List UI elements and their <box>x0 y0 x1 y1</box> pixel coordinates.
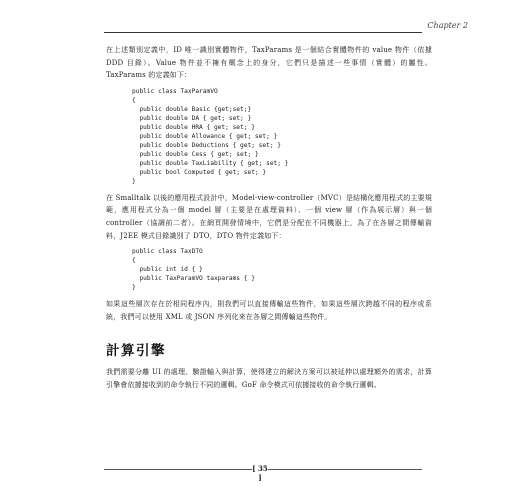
page-number-value: 35 <box>258 464 268 473</box>
paragraph-computation-engine: 我們需要分離 UI 的處理、驗證輸入與計算，使得建立的解決方案可以被延伸以處理額外的需求，計算引擎會依據接收到的命令執行不同的邏輯。GoF 命令模式可依據接收的命令執行邏輯。 <box>106 368 432 389</box>
chapter-label: Chapter 2 <box>427 21 468 30</box>
paragraph-class-definition: 在上述類別定義中，ID 唯一識別實體物件，TaxParams 是一個結合實體物件的 value 物件（依據 DDD 目錄）。Value 物件並不擁有概念上的身分，它們只是描述一些事情（實體）的屬性。TaxParams 的定義如下： <box>106 46 432 80</box>
code-block-taxdto: public class TaxDTO { public int id { } public TaxParamVO taxparams { } } <box>132 248 255 292</box>
paragraph-serialization: 如果這些層次存在於相同程序內，則我們可以直接傳輸這些物件，如果這些層次跨越不同的程序或系統，我們可以使用 XML 或 JSON 序列化來在各層之間傳輸這些物件。 <box>106 300 432 321</box>
section-heading: 計算引擎 <box>106 343 166 360</box>
code-block-taxparamvo: public class TaxParamVO { public double Basic {get;set;} public double DA { get; set; } public double HRA { get; set; } public double Allowance { get; set; } public double Deductions { get; set; } public double Cess { get; set; } public double TaxLiability { get; set; } public bool Computed { get; set; } } <box>132 87 289 185</box>
header-rule <box>104 32 422 33</box>
footer-rule-left <box>104 469 252 470</box>
page-number: [ 35 ] <box>252 464 268 482</box>
footer-rule-right <box>268 469 422 470</box>
paragraph-mvc: 在 Smalltalk 以後的應用程式設計中，Model-view-controller（MVC）是結構化應用程式的主要規範，應用程式分為一個 model 層（主要是在處理資料）、一個 view 層（作為展示層）與一個 controller（協調前二者）。在網頁開發情境中，它們是分配在不同機器上，為了在各層之間傳輸資料，J2EE 模式目錄識別了 DTO，DTO 物件定義如下： <box>106 193 432 240</box>
page-content <box>106 44 432 392</box>
